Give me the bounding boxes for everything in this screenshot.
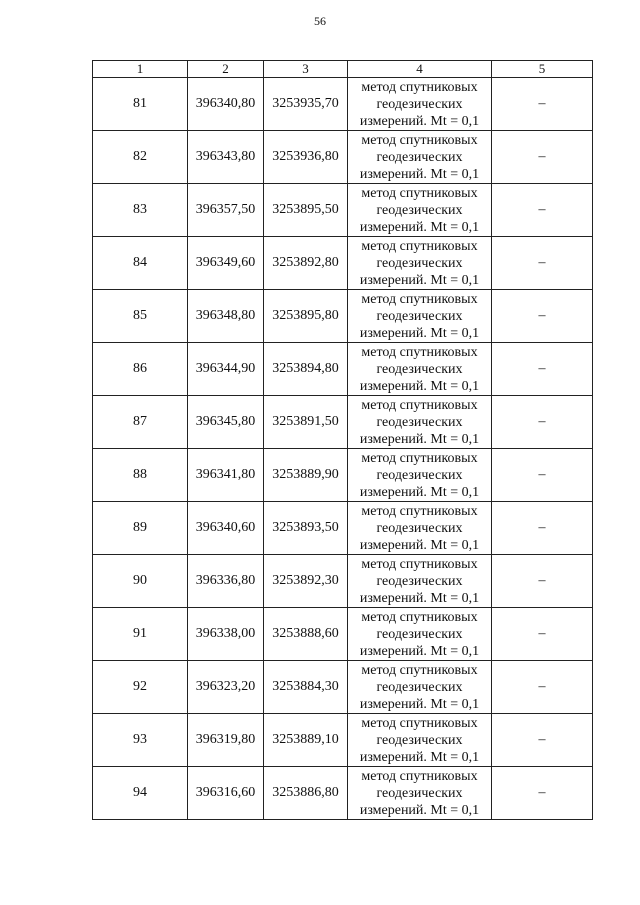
x-coordinate-cell: 396340,80 <box>188 78 264 131</box>
method-line: геодезических <box>376 467 463 483</box>
method-line: геодезических <box>376 785 463 801</box>
method-line: измерений. Mt = 0,1 <box>359 590 480 606</box>
table-row <box>93 78 593 131</box>
method-cell <box>348 449 492 502</box>
method-cell <box>348 184 492 237</box>
x-coordinate-cell: 396341,80 <box>188 449 264 502</box>
method-cell <box>348 502 492 555</box>
y-coordinate-cell: 3253886,80 <box>264 767 348 820</box>
note-cell: – <box>492 449 593 502</box>
table-row <box>93 131 593 184</box>
x-coordinate-cell: 396336,80 <box>188 555 264 608</box>
note-cell: – <box>492 555 593 608</box>
method-cell <box>348 767 492 820</box>
table-row <box>93 767 593 820</box>
method-line: метод спутниковых <box>361 132 478 148</box>
method-line: измерений. Mt = 0,1 <box>359 696 480 712</box>
method-line: измерений. Mt = 0,1 <box>359 113 480 129</box>
table-row <box>93 237 593 290</box>
header-col-3: 3 <box>264 61 348 78</box>
method-line: метод спутниковых <box>361 450 478 466</box>
method-cell <box>348 661 492 714</box>
method-line: измерений. Mt = 0,1 <box>359 325 480 341</box>
table-row <box>93 502 593 555</box>
method-cell <box>348 608 492 661</box>
method-line: геодезических <box>376 149 463 165</box>
point-number-cell: 90 <box>93 555 188 608</box>
method-line: геодезических <box>376 626 463 642</box>
method-cell <box>348 714 492 767</box>
note-cell: – <box>492 290 593 343</box>
method-line: измерений. Mt = 0,1 <box>359 219 480 235</box>
x-coordinate-cell: 396349,60 <box>188 237 264 290</box>
table-row <box>93 608 593 661</box>
method-cell <box>348 290 492 343</box>
table-row <box>93 555 593 608</box>
method-line: геодезических <box>376 255 463 271</box>
method-line: измерений. Mt = 0,1 <box>359 272 480 288</box>
x-coordinate-cell: 396348,80 <box>188 290 264 343</box>
coordinates-table <box>92 60 593 820</box>
header-col-1: 1 <box>93 61 188 78</box>
point-number-cell: 81 <box>93 78 188 131</box>
y-coordinate-cell: 3253895,50 <box>264 184 348 237</box>
x-coordinate-cell: 396323,20 <box>188 661 264 714</box>
x-coordinate-cell: 396344,90 <box>188 343 264 396</box>
table-row <box>93 714 593 767</box>
method-line: метод спутниковых <box>361 556 478 572</box>
note-cell: – <box>492 237 593 290</box>
x-coordinate-cell: 396338,00 <box>188 608 264 661</box>
point-number-cell: 89 <box>93 502 188 555</box>
method-line: метод спутниковых <box>361 397 478 413</box>
note-cell: – <box>492 608 593 661</box>
x-coordinate-cell: 396343,80 <box>188 131 264 184</box>
method-line: измерений. Mt = 0,1 <box>359 166 480 182</box>
method-line: измерений. Mt = 0,1 <box>359 431 480 447</box>
method-line: метод спутниковых <box>361 503 478 519</box>
note-cell: – <box>492 661 593 714</box>
note-cell: – <box>492 714 593 767</box>
y-coordinate-cell: 3253893,50 <box>264 502 348 555</box>
header-col-2: 2 <box>188 61 264 78</box>
method-line: метод спутниковых <box>361 768 478 784</box>
method-cell <box>348 396 492 449</box>
method-line: геодезических <box>376 96 463 112</box>
y-coordinate-cell: 3253935,70 <box>264 78 348 131</box>
method-line: измерений. Mt = 0,1 <box>359 537 480 553</box>
method-line: геодезических <box>376 202 463 218</box>
point-number-cell: 84 <box>93 237 188 290</box>
x-coordinate-cell: 396357,50 <box>188 184 264 237</box>
y-coordinate-cell: 3253888,60 <box>264 608 348 661</box>
method-line: геодезических <box>376 573 463 589</box>
note-cell: – <box>492 343 593 396</box>
table-row <box>93 449 593 502</box>
y-coordinate-cell: 3253936,80 <box>264 131 348 184</box>
method-line: геодезических <box>376 361 463 377</box>
method-line: метод спутниковых <box>361 715 478 731</box>
x-coordinate-cell: 396340,60 <box>188 502 264 555</box>
method-cell <box>348 555 492 608</box>
table-row <box>93 290 593 343</box>
method-line: геодезических <box>376 679 463 695</box>
table-row <box>93 661 593 714</box>
header-col-5: 5 <box>492 61 593 78</box>
method-line: измерений. Mt = 0,1 <box>359 643 480 659</box>
method-line: метод спутниковых <box>361 79 478 95</box>
note-cell: – <box>492 131 593 184</box>
point-number-cell: 82 <box>93 131 188 184</box>
point-number-cell: 86 <box>93 343 188 396</box>
method-line: метод спутниковых <box>361 344 478 360</box>
method-line: метод спутниковых <box>361 291 478 307</box>
method-line: измерений. Mt = 0,1 <box>359 378 480 394</box>
note-cell: – <box>492 502 593 555</box>
y-coordinate-cell: 3253884,30 <box>264 661 348 714</box>
method-line: измерений. Mt = 0,1 <box>359 749 480 765</box>
x-coordinate-cell: 396316,60 <box>188 767 264 820</box>
note-cell: – <box>492 184 593 237</box>
method-line: метод спутниковых <box>361 185 478 201</box>
y-coordinate-cell: 3253894,80 <box>264 343 348 396</box>
note-cell: – <box>492 767 593 820</box>
x-coordinate-cell: 396345,80 <box>188 396 264 449</box>
point-number-cell: 85 <box>93 290 188 343</box>
table-row <box>93 184 593 237</box>
y-coordinate-cell: 3253892,30 <box>264 555 348 608</box>
method-line: геодезических <box>376 520 463 536</box>
header-row <box>93 61 593 78</box>
y-coordinate-cell: 3253895,80 <box>264 290 348 343</box>
method-cell <box>348 78 492 131</box>
header-col-4: 4 <box>348 61 492 78</box>
point-number-cell: 87 <box>93 396 188 449</box>
table-row <box>93 343 593 396</box>
point-number-cell: 94 <box>93 767 188 820</box>
method-line: метод спутниковых <box>361 662 478 678</box>
point-number-cell: 92 <box>93 661 188 714</box>
method-cell <box>348 343 492 396</box>
point-number-cell: 93 <box>93 714 188 767</box>
method-cell <box>348 131 492 184</box>
page-number: 56 <box>314 14 326 28</box>
note-cell: – <box>492 78 593 131</box>
method-line: геодезических <box>376 414 463 430</box>
method-line: измерений. Mt = 0,1 <box>359 802 480 818</box>
y-coordinate-cell: 3253889,90 <box>264 449 348 502</box>
table-row <box>93 396 593 449</box>
method-line: метод спутниковых <box>361 609 478 625</box>
point-number-cell: 91 <box>93 608 188 661</box>
method-line: геодезических <box>376 732 463 748</box>
point-number-cell: 88 <box>93 449 188 502</box>
x-coordinate-cell: 396319,80 <box>188 714 264 767</box>
y-coordinate-cell: 3253892,80 <box>264 237 348 290</box>
method-line: геодезических <box>376 308 463 324</box>
point-number-cell: 83 <box>93 184 188 237</box>
method-line: метод спутниковых <box>361 238 478 254</box>
note-cell: – <box>492 396 593 449</box>
method-cell <box>348 237 492 290</box>
y-coordinate-cell: 3253891,50 <box>264 396 348 449</box>
method-line: измерений. Mt = 0,1 <box>359 484 480 500</box>
y-coordinate-cell: 3253889,10 <box>264 714 348 767</box>
